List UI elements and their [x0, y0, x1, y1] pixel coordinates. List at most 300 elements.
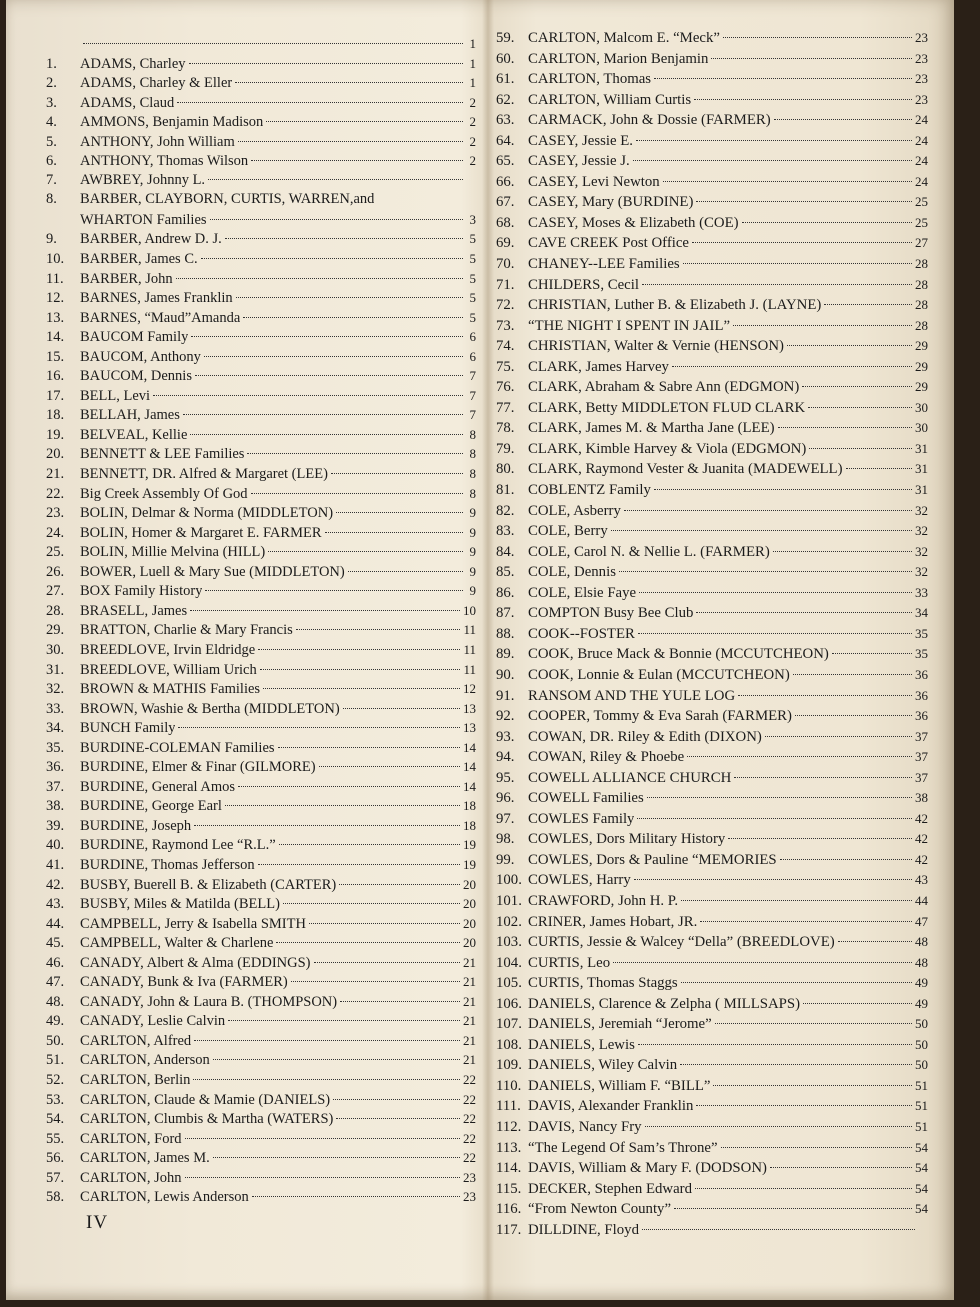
dot-leader	[208, 179, 463, 180]
toc-entry	[46, 151, 476, 171]
entry-title: CARLTON, Ford	[80, 1130, 182, 1147]
page-gutter	[482, 0, 494, 1300]
toc-entry	[46, 190, 476, 210]
entry-page-number: 2	[469, 94, 476, 110]
entry-title: CHANEY--LEE Families	[528, 256, 680, 273]
entry-number: 48.	[46, 993, 65, 1010]
dot-leader	[647, 797, 912, 798]
toc-entry	[496, 1014, 928, 1035]
toc-entry	[46, 1031, 476, 1051]
entry-number: 66.	[496, 173, 515, 190]
entry-number: 64.	[496, 132, 515, 149]
entry-number: 38.	[46, 798, 65, 815]
dot-leader	[283, 903, 460, 904]
entry-title: COWELL Families	[528, 790, 644, 807]
entry-page-number: 21	[463, 954, 476, 970]
entry-number: 40.	[46, 837, 65, 854]
entry-number: 114.	[496, 1160, 522, 1177]
entry-title: CASEY, Mary (BURDINE)	[528, 194, 694, 211]
entry-title: BRASELL, James	[80, 602, 188, 619]
entry-number: 92.	[496, 708, 515, 725]
dot-leader	[696, 1105, 912, 1106]
entry-number: 14.	[46, 329, 65, 346]
entry-page-number: 23	[463, 1189, 476, 1205]
toc-entry	[496, 562, 928, 583]
toc-entry	[496, 1199, 928, 1220]
entry-page-number: 49	[915, 995, 928, 1011]
dot-leader	[637, 818, 912, 819]
entry-number: 3.	[46, 94, 57, 111]
entry-number: 72.	[496, 297, 515, 314]
entry-page-number: 14	[463, 778, 476, 794]
toc-entry	[46, 601, 476, 621]
book-page	[6, 0, 954, 1300]
toc-entry	[496, 583, 928, 604]
entry-number: 61.	[496, 71, 515, 88]
dot-leader	[276, 942, 460, 943]
toc-entry	[46, 992, 476, 1012]
dot-leader	[258, 649, 460, 650]
toc-entry	[496, 768, 928, 789]
dot-leader	[728, 838, 912, 839]
entry-number: 29.	[46, 622, 65, 639]
dot-leader	[624, 510, 912, 511]
entry-page-number: 8	[469, 446, 476, 462]
entry-page-number: 21	[463, 1052, 476, 1068]
entry-number: 43.	[46, 896, 65, 913]
toc-entry	[496, 398, 928, 419]
entry-page-number: 22	[463, 1150, 476, 1166]
entry-title: BURDINE, General Amos	[80, 778, 236, 795]
dot-leader	[803, 1003, 912, 1004]
entry-page-number: 11	[463, 622, 476, 638]
toc-entry	[46, 1090, 476, 1110]
entry-title: BOLIN, Millie Melvina (HILL)	[80, 544, 266, 561]
entry-title: BURDINE, Joseph	[80, 817, 192, 834]
toc-entry	[46, 718, 476, 738]
entry-title: DANIELS, Wiley Calvin	[528, 1057, 678, 1074]
entry-page-number: 1	[469, 55, 476, 71]
dot-leader	[314, 962, 460, 963]
entry-number: 100.	[496, 872, 522, 889]
dot-leader	[639, 592, 912, 593]
entry-page-number: 5	[469, 231, 476, 247]
entry-title: COLE, Elsie Faye	[528, 584, 637, 601]
entry-number: 15.	[46, 348, 65, 365]
toc-entry	[46, 914, 476, 934]
toc-entry	[46, 425, 476, 445]
dot-leader	[339, 884, 460, 885]
dot-leader	[642, 1229, 915, 1230]
dot-leader	[638, 1044, 912, 1045]
entry-page-number: 18	[463, 798, 476, 814]
toc-entry	[46, 835, 476, 855]
entry-page-number: 54	[915, 1160, 928, 1176]
entry-title: BROWN, Washie & Bertha (MIDDLETON)	[80, 700, 340, 717]
toc-entry	[46, 953, 476, 973]
entry-number: 81.	[496, 482, 515, 499]
toc-entry	[46, 503, 476, 523]
entry-number: 105.	[496, 975, 522, 992]
entry-number: 76.	[496, 379, 515, 396]
entry-page-number: 35	[915, 646, 928, 662]
entry-page-number: 54	[915, 1201, 928, 1217]
dot-leader	[309, 923, 460, 924]
entry-page-number: 49	[915, 975, 928, 991]
entry-title: CARLTON, William Curtis	[528, 91, 692, 108]
dot-leader	[700, 921, 912, 922]
dot-leader	[838, 941, 912, 942]
entry-page-number: 20	[463, 915, 476, 931]
entry-page-number: 9	[469, 583, 476, 599]
entry-number: 60.	[496, 50, 515, 67]
entry-number: 69.	[496, 235, 515, 252]
toc-entry	[46, 1168, 476, 1188]
entry-title: BELLAH, James	[80, 407, 180, 424]
entry-title: CHRISTIAN, Luther B. & Elizabeth J. (LAYNE)	[528, 297, 822, 314]
entry-title: CRINER, James Hobart, JR.	[528, 913, 698, 930]
dot-leader	[633, 160, 912, 161]
toc-entry	[46, 816, 476, 836]
dot-leader	[194, 825, 460, 826]
entry-page-number: 22	[463, 1130, 476, 1146]
toc-entry	[496, 459, 928, 480]
entry-number: 24.	[46, 524, 65, 541]
dot-leader	[291, 981, 460, 982]
toc-entry	[496, 850, 928, 871]
toc-entry	[46, 308, 476, 328]
dot-leader	[336, 1118, 460, 1119]
entry-title: ADAMS, Charley	[80, 55, 186, 72]
entry-title: BENNETT & LEE Families	[80, 446, 245, 463]
toc-entry	[496, 316, 928, 337]
dot-leader	[780, 859, 912, 860]
entry-page-number: 6	[469, 329, 476, 345]
entry-page-number: 21	[463, 993, 476, 1009]
entry-page-number: 44	[915, 892, 928, 908]
dot-leader	[238, 141, 463, 142]
entry-page-number: 37	[915, 749, 928, 765]
entry-title: DANIELS, William F. “BILL”	[528, 1077, 711, 1094]
toc-entry	[46, 972, 476, 992]
toc-entry	[496, 973, 928, 994]
dot-leader	[83, 43, 463, 44]
entry-number: 31.	[46, 661, 65, 678]
dot-leader	[733, 325, 912, 326]
entry-number: 65.	[496, 153, 515, 170]
entry-page-number: 54	[915, 1139, 928, 1155]
entry-title: BUSBY, Miles & Matilda (BELL)	[80, 896, 280, 913]
toc-entry	[496, 870, 928, 891]
entry-title: COWLES, Harry	[528, 872, 631, 889]
entry-title: CARLTON, Berlin	[80, 1071, 191, 1088]
entry-number: 4.	[46, 114, 57, 131]
toc-entry	[46, 933, 476, 953]
dot-leader	[279, 844, 460, 845]
entry-title: CANADY, Bunk & Iva (FARMER)	[80, 974, 288, 991]
toc-entry	[496, 110, 928, 131]
entry-page-number: 28	[915, 297, 928, 313]
dot-leader	[183, 414, 463, 415]
entry-number: 117.	[496, 1221, 522, 1238]
entry-number: 71.	[496, 276, 515, 293]
toc-entry	[496, 727, 928, 748]
dot-leader	[681, 982, 912, 983]
toc-entry	[496, 254, 928, 275]
toc-entry	[496, 49, 928, 70]
entry-number: 35.	[46, 739, 65, 756]
entry-number: 116.	[496, 1201, 522, 1218]
toc-entry	[496, 501, 928, 522]
dot-leader	[195, 375, 463, 376]
entry-page-number: 2	[469, 133, 476, 149]
toc-entry	[46, 875, 476, 895]
toc-entry	[496, 788, 928, 809]
dot-leader	[738, 695, 912, 696]
dot-leader	[251, 493, 463, 494]
entry-title: COOPER, Tommy & Eva Sarah (FARMER)	[528, 708, 792, 725]
entry-number: 101.	[496, 892, 522, 909]
entry-title: CRAWFORD, John H. P.	[528, 892, 679, 909]
entry-number: 115.	[496, 1180, 522, 1197]
entry-title: COWAN, DR. Riley & Edith (DIXON)	[528, 728, 762, 745]
dot-leader	[278, 747, 460, 748]
toc-entry	[496, 90, 928, 111]
dot-leader	[176, 278, 463, 279]
entry-number: 58.	[46, 1189, 65, 1206]
entry-page-number: 12	[463, 681, 476, 697]
entry-page-number: 51	[915, 1098, 928, 1114]
dot-leader	[336, 512, 463, 513]
entry-title: CANADY, Leslie Calvin	[80, 1013, 226, 1030]
entry-page-number: 20	[463, 935, 476, 951]
toc-entry	[46, 1148, 476, 1168]
dot-leader	[266, 121, 463, 122]
entry-title: CLARK, James M. & Martha Jane (LEE)	[528, 420, 775, 437]
entry-title: BURDINE-COLEMAN Families	[80, 739, 275, 756]
toc-entry	[496, 151, 928, 172]
entry-title: BOX Family History	[80, 583, 203, 600]
toc-entry	[46, 1011, 476, 1031]
dot-leader	[734, 777, 912, 778]
entry-page-number: 22	[463, 1091, 476, 1107]
dot-leader	[824, 304, 912, 305]
entry-number: 107.	[496, 1016, 522, 1033]
dot-leader	[808, 407, 912, 408]
entry-title: COLE, Carol N. & Nellie L. (FARMER)	[528, 543, 770, 560]
toc-entry	[496, 439, 928, 460]
entry-page-number: 31	[915, 482, 928, 498]
dot-leader	[613, 962, 912, 963]
dot-leader	[228, 1020, 460, 1021]
entry-page-number: 24	[915, 153, 928, 169]
entry-number: 27.	[46, 583, 65, 600]
dot-leader	[723, 37, 912, 38]
entry-number: 21.	[46, 466, 65, 483]
entry-title: CARLTON, John	[80, 1169, 182, 1186]
entry-title: CARLTON, Marion Benjamin	[528, 50, 709, 67]
entry-title: CURTIS, Leo	[528, 954, 611, 971]
toc-entry	[496, 953, 928, 974]
entry-number: 83.	[496, 523, 515, 540]
entry-title: CASEY, Levi Newton	[528, 173, 660, 190]
entry-title: BAUCOM Family	[80, 329, 189, 346]
entry-number: 106.	[496, 995, 522, 1012]
dot-leader	[201, 258, 463, 259]
entry-number: 108.	[496, 1036, 522, 1053]
dot-leader	[178, 727, 460, 728]
toc-entry	[46, 1187, 476, 1207]
entry-number: 52.	[46, 1071, 65, 1088]
entry-number: 97.	[496, 810, 515, 827]
entry-page-number: 31	[915, 440, 928, 456]
entry-page-number: 7	[469, 387, 476, 403]
entry-title: COLE, Berry	[528, 523, 608, 540]
entry-number: 1.	[46, 55, 57, 72]
entry-number: 25.	[46, 544, 65, 561]
entry-title: CARLTON, James M.	[80, 1150, 210, 1167]
entry-page-number: 33	[915, 584, 928, 600]
toc-entry	[46, 386, 476, 406]
entry-number: 90.	[496, 666, 515, 683]
dot-leader	[296, 629, 461, 630]
entry-page-number: 5	[469, 270, 476, 286]
entry-title: BOWER, Luell & Mary Sue (MIDDLETON)	[80, 563, 345, 580]
toc-entry	[496, 706, 928, 727]
entry-title: COWELL ALLIANCE CHURCH	[528, 769, 732, 786]
entry-page-number: 1	[469, 75, 476, 91]
toc-entry	[46, 366, 476, 386]
entry-title: DANIELS, Jeremiah “Jerome”	[528, 1016, 712, 1033]
entry-number: 51.	[46, 1052, 65, 1069]
dot-leader	[715, 1023, 912, 1024]
entry-page-number: 22	[463, 1111, 476, 1127]
entry-title: CARLTON, Clumbis & Martha (WATERS)	[80, 1111, 334, 1128]
toc-entry	[496, 418, 928, 439]
toc-entry	[46, 660, 476, 680]
dot-leader	[654, 489, 912, 490]
entry-page-number: 6	[469, 348, 476, 364]
entry-title: CLARK, Raymond Vester & Juanita (MADEWELL)	[528, 461, 843, 478]
toc-entry	[496, 295, 928, 316]
entry-title: CURTIS, Jessie & Walcey “Della” (BREEDLOVE)	[528, 934, 835, 951]
toc-entry	[46, 484, 476, 504]
entry-page-number: 23	[915, 71, 928, 87]
toc-entry	[496, 233, 928, 254]
entry-title: BURDINE, George Earl	[80, 798, 222, 815]
dot-leader	[243, 317, 463, 318]
dot-leader	[238, 786, 460, 787]
entry-title: BOLIN, Homer & Margaret E. FARMER	[80, 524, 322, 541]
entry-title: BARNES, James Franklin	[80, 290, 233, 307]
toc-entry	[46, 444, 476, 464]
entry-number: 50.	[46, 1032, 65, 1049]
entry-page-number: 13	[463, 700, 476, 716]
entry-page-number: 29	[915, 358, 928, 374]
entry-number: 104.	[496, 954, 522, 971]
toc-entry	[46, 171, 476, 191]
entry-title: DAVIS, Nancy Fry	[528, 1118, 642, 1135]
toc-entry	[496, 1158, 928, 1179]
toc-entry	[46, 894, 476, 914]
entry-page-number: 42	[915, 810, 928, 826]
entry-title: CARMACK, John & Dossie (FARMER)	[528, 112, 771, 129]
entry-page-number: 34	[915, 605, 928, 621]
entry-title: BARNES, “Maud”Amanda	[80, 309, 241, 326]
entry-page-number: 11	[463, 641, 476, 657]
entry-title: BAUCOM, Dennis	[80, 368, 192, 385]
toc-entry	[46, 640, 476, 660]
dot-leader	[683, 263, 912, 264]
entry-number: 47.	[46, 974, 65, 991]
entry-title: CAMPBELL, Walter & Charlene	[80, 935, 274, 952]
dot-leader	[809, 448, 912, 449]
entry-title: “From Newton County”	[528, 1201, 672, 1218]
entry-number: 10.	[46, 251, 65, 268]
dot-leader	[194, 1040, 460, 1041]
entry-title: RANSOM AND THE YULE LOG	[528, 687, 736, 704]
toc-entry	[46, 562, 476, 582]
entry-page-number: 7	[469, 407, 476, 423]
entry-page-number: 29	[915, 338, 928, 354]
entry-number: 82.	[496, 502, 515, 519]
entry-title: CASEY, Moses & Elizabeth (COE)	[528, 214, 739, 231]
toc-entry	[46, 620, 476, 640]
entry-page-number: 21	[463, 974, 476, 990]
toc-entry	[496, 829, 928, 850]
dot-leader	[210, 219, 463, 220]
toc-entry	[46, 542, 476, 562]
entry-page-number: 30	[915, 399, 928, 415]
dot-leader	[268, 551, 463, 552]
entry-number: 56.	[46, 1150, 65, 1167]
entry-number: 49.	[46, 1013, 65, 1030]
entry-page-number: 1	[469, 36, 476, 51]
entry-number: 6.	[46, 153, 57, 170]
toc-entry	[496, 809, 928, 830]
dot-leader	[674, 1208, 912, 1209]
dot-leader	[832, 653, 912, 654]
entry-page-number: 47	[915, 913, 928, 929]
toc-entry	[496, 624, 928, 645]
entry-page-number: 9	[469, 505, 476, 521]
toc-entry	[46, 679, 476, 699]
toc-entry	[46, 112, 476, 132]
toc-entry	[46, 855, 476, 875]
entry-number: 111.	[496, 1098, 521, 1115]
entry-title: DANIELS, Lewis	[528, 1036, 635, 1053]
toc-entry	[496, 1179, 928, 1200]
entry-number: 87.	[496, 605, 515, 622]
entry-title: CURTIS, Thomas Staggs	[528, 975, 678, 992]
entry-title: AWBREY, Johnny L.	[80, 171, 206, 188]
entry-page-number: 25	[915, 194, 928, 210]
entry-page-number: 31	[915, 461, 928, 477]
dot-leader	[634, 879, 912, 880]
entry-page-number: 32	[915, 523, 928, 539]
entry-number: 42.	[46, 876, 65, 893]
entry-title: Big Creek Assembly Of God	[80, 485, 248, 502]
entry-page-number: 10	[463, 602, 476, 618]
entry-page-number: 21	[463, 1032, 476, 1048]
entry-number: 39.	[46, 817, 65, 834]
dot-leader	[696, 201, 912, 202]
entry-title: COMPTON Busy Bee Club	[528, 605, 694, 622]
dot-leader	[672, 366, 912, 367]
entry-number: 93.	[496, 728, 515, 745]
entry-page-number: 29	[915, 379, 928, 395]
entry-number: 20.	[46, 446, 65, 463]
